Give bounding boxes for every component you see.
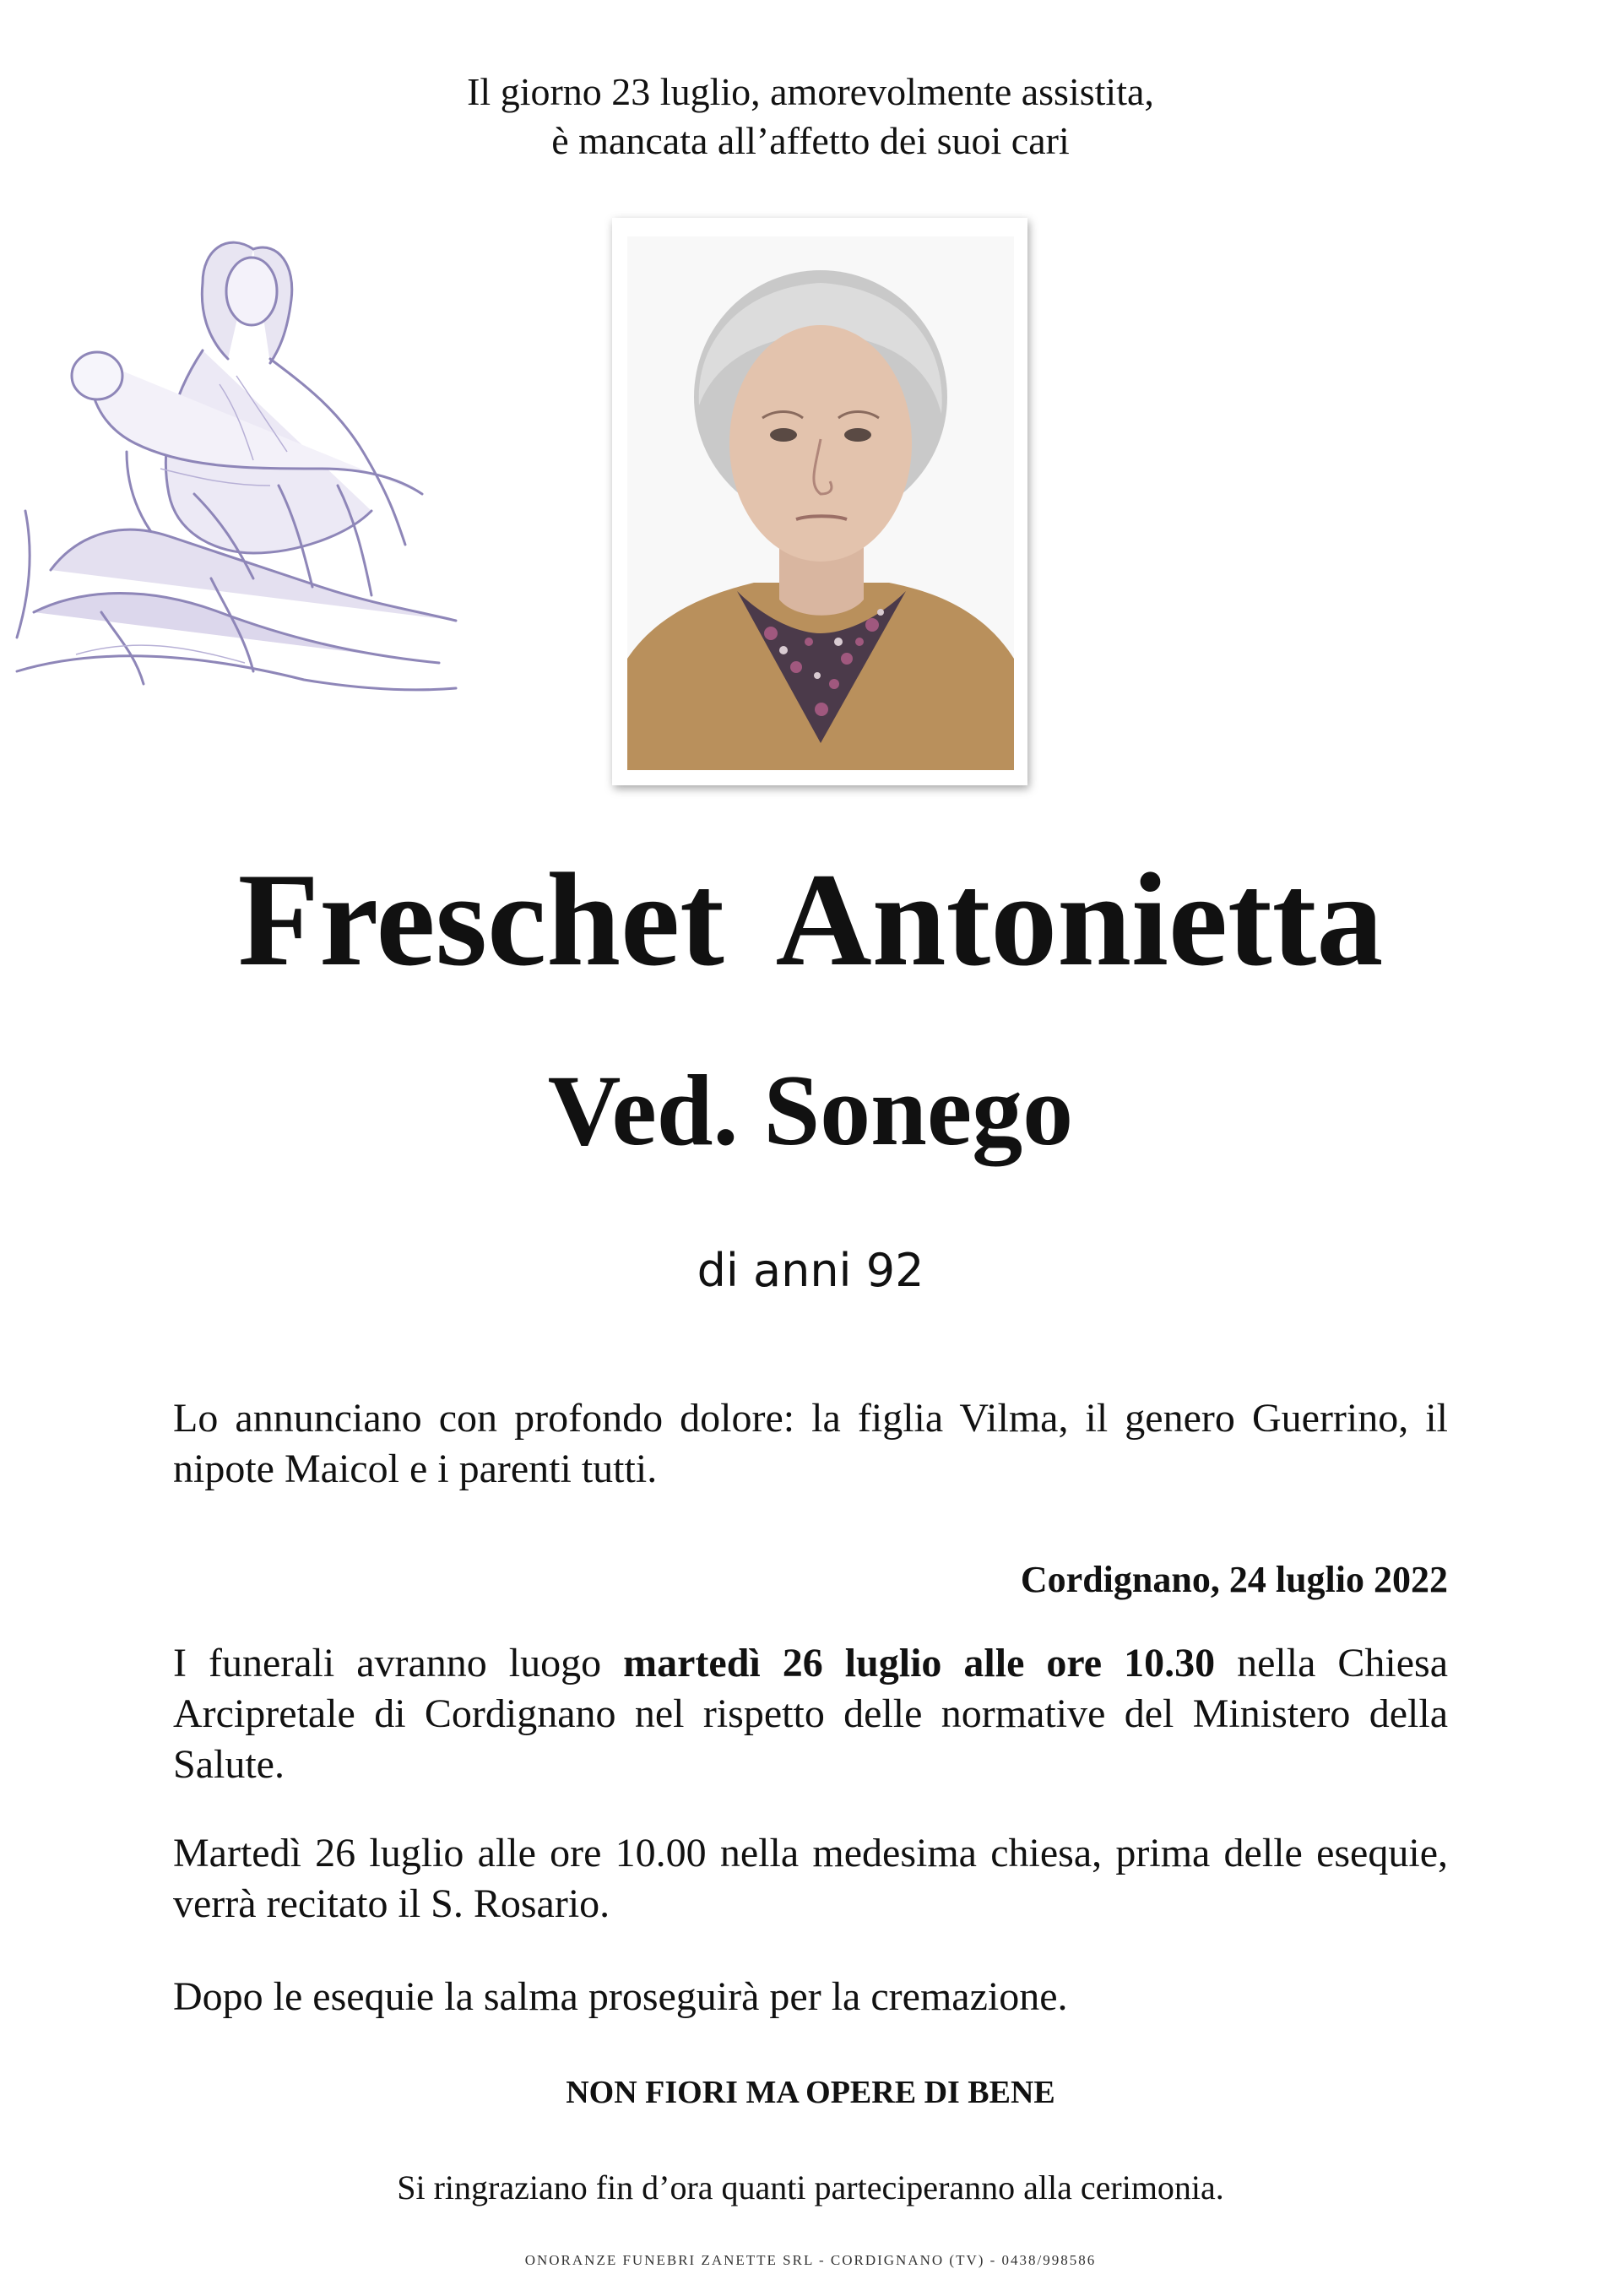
portrait-photo-icon	[627, 236, 1014, 770]
widow-of: Ved. Sonego	[547, 1054, 1074, 1166]
cremation-paragraph: Dopo le esequie la salma proseguirà per la cremazione.	[173, 1974, 1068, 2019]
pieta-artwork-icon	[0, 215, 473, 705]
intro-line-2: è mancata all’affetto dei suoi cari	[551, 119, 1070, 162]
age: di anni 92	[697, 1244, 924, 1297]
no-flowers-notice: NON FIORI MA OPERE DI BENE	[566, 2075, 1055, 2110]
intro-text	[0, 68, 1621, 166]
funeral-home-footer: ONORANZE FUNEBRI ZANETTE SRL - CORDIGNANO (TV) - 0438/998586	[524, 2252, 1097, 2268]
portrait-frame	[612, 218, 1027, 785]
intro-line-1: Il giorno 23 luglio, amorevolmente assistita,	[467, 70, 1154, 113]
funeral-text-after: nella Chiesa Arcipretale di Cordignano nel rispetto delle normative del Ministero della Salute.	[173, 1641, 1449, 1787]
deceased-name: Freschet Antonietta	[237, 846, 1384, 994]
thanks-line: Si ringraziano fin d’ora quanti parteciperanno alla cerimonia.	[397, 2168, 1224, 2206]
announcement-paragraph: Lo annunciano con profondo dolore: la figlia Vilma, il genero Guerrino, il nipote Maicol e i parenti tutti.	[173, 1396, 1448, 1491]
funeral-paragraph	[173, 1638, 1448, 1790]
funeral-date-time: martedì 26 luglio alle ore 10.30	[623, 1641, 1216, 1685]
rosary-paragraph: Martedì 26 luglio alle ore 10.00 nella medesima chiesa, prima delle esequie, verrà recitato il S. Rosario.	[173, 1831, 1448, 1926]
funeral-text-before: I funerali avranno luogo	[173, 1641, 624, 1685]
place-date: Cordignano, 24 luglio 2022	[1020, 1559, 1448, 1600]
